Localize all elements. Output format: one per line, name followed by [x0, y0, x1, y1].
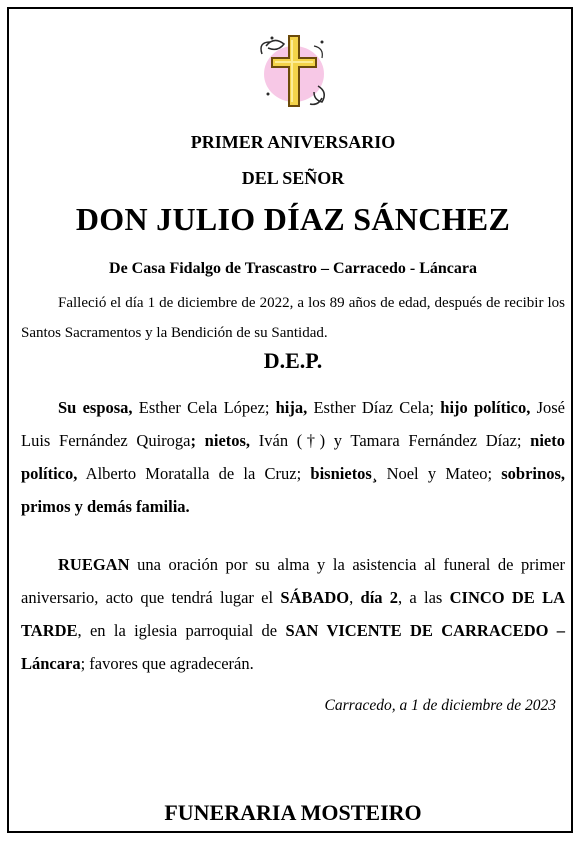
ruegan-label: RUEGAN: [58, 555, 130, 574]
family-paragraph: [21, 391, 565, 523]
nietos-label: ; nietos,: [190, 431, 251, 450]
hija-label: hija,: [275, 398, 308, 417]
request-text-2: , a las: [398, 588, 450, 607]
request-paragraph: [21, 548, 565, 680]
others-label: sobrinos, primos y demás familia.: [21, 464, 565, 516]
request-text-3: , en la iglesia parroquial de: [77, 621, 286, 640]
bisnietos-names: Noel y Mateo;: [377, 464, 502, 483]
esposa-name: Esther Cela López;: [132, 398, 276, 417]
funeral-home-name: FUNERARIA MOSTEIRO: [164, 800, 422, 825]
place-date: Carracedo, a 1 de diciembre de 2023: [324, 697, 556, 714]
nieto-politico-label: nieto político,: [21, 431, 566, 483]
title-line-1: PRIMER ANIVERSARIO: [190, 132, 396, 152]
bisnietos-label: bisnietos¸: [310, 464, 378, 483]
day-name: SÁBADO: [280, 588, 350, 607]
comma-1: ,: [349, 588, 361, 607]
request-text-1: una oración por su alma y la asistencia al funeral de primer aniversario, acto que tendrá lugar el: [21, 555, 565, 607]
time-label: CINCO DE LA TARDE: [21, 588, 565, 640]
dep-label: D.E.P.: [263, 348, 323, 373]
origin-line: De Casa Fidalgo de Trascastro – Carracedo - Láncara: [109, 260, 477, 277]
title-line-2: DEL SEÑOR: [241, 168, 345, 188]
death-notice: Falleció el día 1 de diciembre de 2022, a los 89 años de edad, después de recibir los Santos Sacramentos y la Bendición de su Santidad.: [21, 295, 565, 341]
hijo-politico-name: José Luis Fernández Quiroga: [21, 398, 566, 450]
hijo-politico-label: hijo político,: [440, 398, 531, 417]
church-label: SAN VICENTE DE CARRACEDO – Láncara: [21, 621, 565, 673]
request-text-4: ; favores que agradecerán.: [80, 654, 254, 673]
day-number: día 2: [360, 588, 399, 607]
nieto-politico-name: Alberto Moratalla de la Cruz;: [77, 464, 311, 483]
esposa-label: Su esposa,: [58, 398, 133, 417]
hija-name: Esther Díaz Cela;: [307, 398, 441, 417]
deceased-name: DON JULIO DÍAZ SÁNCHEZ: [75, 201, 511, 237]
cross-icon: [248, 24, 338, 114]
nietos-names: Iván (†) y Tamara Fernández Díaz;: [250, 431, 531, 450]
